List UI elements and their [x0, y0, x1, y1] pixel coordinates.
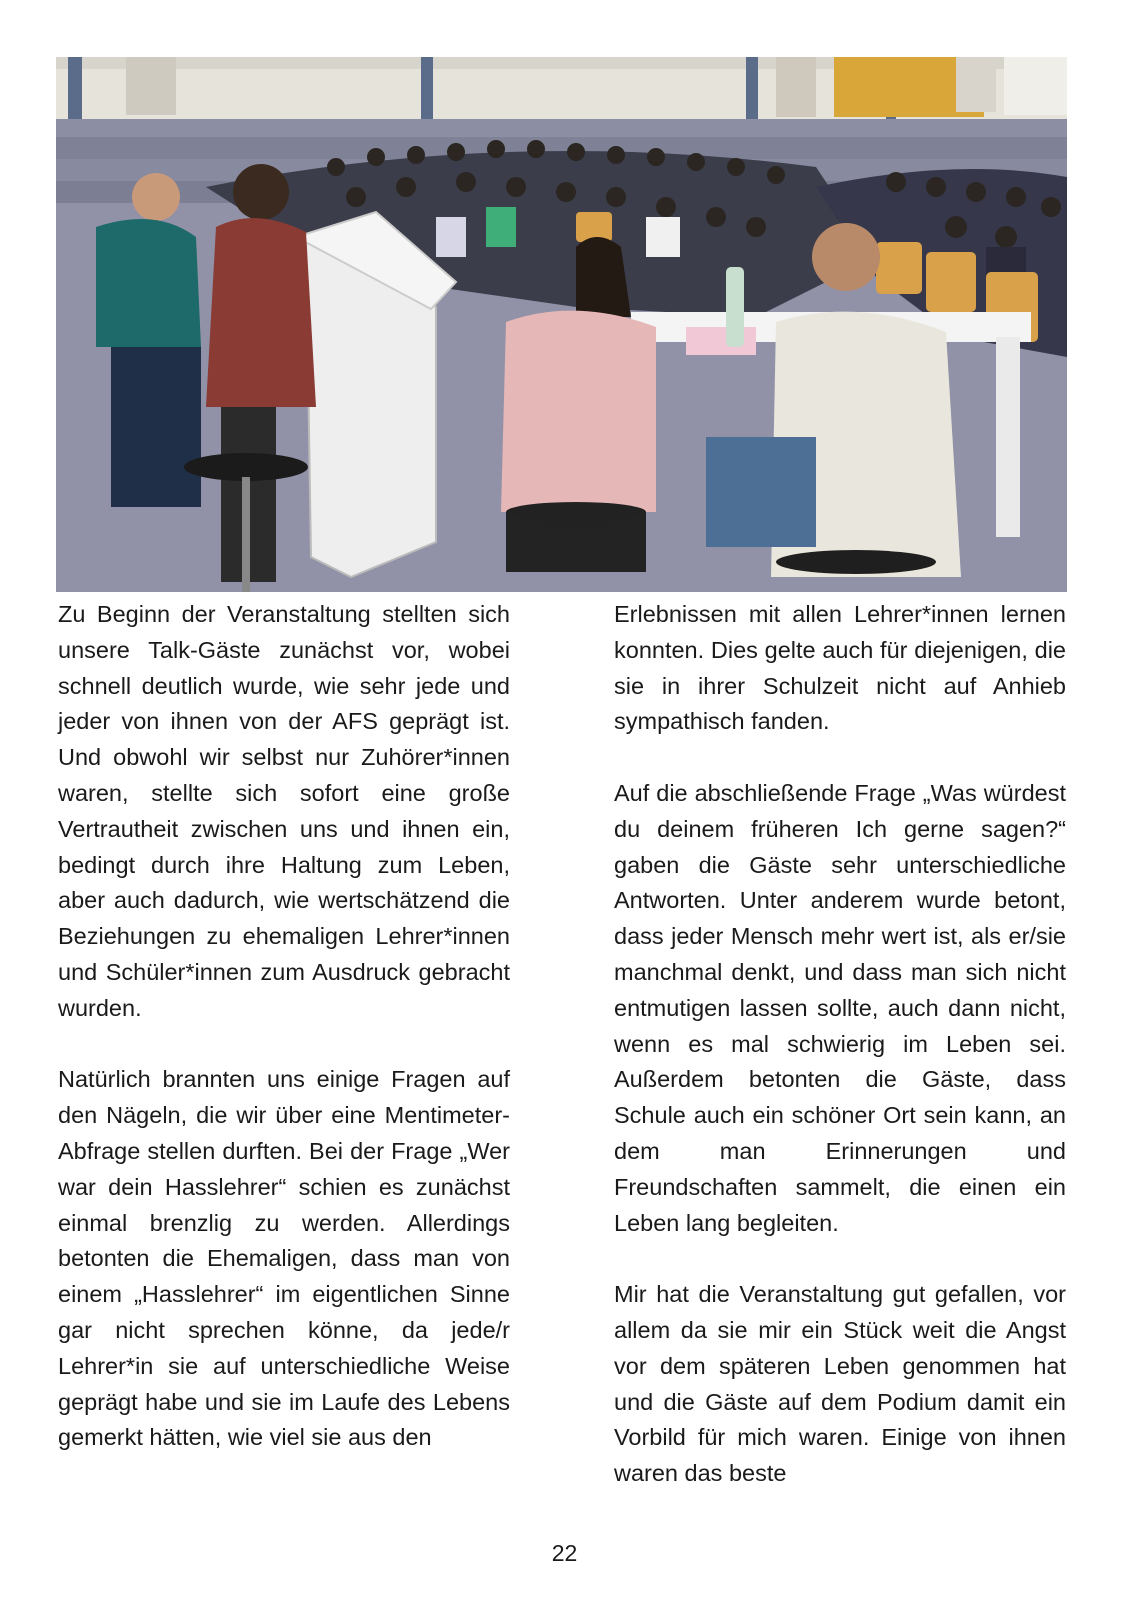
- paragraph: Erlebnissen mit allen Lehrer*innen lernen konnten. Dies gelte auch für diejenigen, die sie in ihrer Schulzeit nicht auf Anhieb sympathisch fanden.: [614, 601, 1066, 735]
- paragraph: Auf die abschließende Frage „Was würdest du deinem früheren Ich gerne sagen?“ gaben die Gäste sehr unterschiedliche Antworten. Unter anderem wurde betont, dass jeder Mensch mehr wert ist, als er/sie manchmal denkt, und dass man sich nicht entmutigen lassen sollte, auch dann nicht, wenn es mal schwierig im Leben sei. Außerdem betonten die Gäste, dass Schule auch ein schöner Ort sein kann, an dem man Erinnerungen und Freundschaften sammelt, die einen ein Leben lang begleiten.: [614, 779, 1066, 1236]
- left-text-column: [58, 597, 510, 1456]
- event-photo: [56, 57, 1067, 592]
- paragraph: Zu Beginn der Veranstaltung stellten sich unsere Talk-Gäste zunächst vor, wobei schnell deutlich wurde, wie sehr jede und jeder von ihnen von der AFS geprägt ist. Und obwohl wir selbst nur Zuhörer*innen waren, stellte sich sofort eine große Vertrautheit zwischen uns und ihnen ein, bedingt durch ihre Haltung zum Leben, aber auch dadurch, wie wertschätzend die Beziehungen zu ehemaligen Lehrer*innen und Schüler*innen zum Ausdruck gebracht wurden.: [58, 601, 510, 1021]
- paragraph: Mir hat die Veranstaltung gut gefallen, vor allem da sie mir ein Stück weit die Angst vor dem späteren Leben genommen hat und die Gäste auf dem Podium damit ein Vorbild für mich waren. Einige von ihnen waren das beste: [614, 1281, 1066, 1487]
- right-text-column: [614, 597, 1066, 1492]
- page-number: 22: [551, 1540, 578, 1566]
- paragraph: Natürlich brannten uns einige Fragen auf den Nägeln, die wir über eine Mentimeter-Abfrage stellen durften. Bei der Frage „Wer war dein Hasslehrer“ schien es zunächst einmal brenzlig zu werden. Allerdings betonten die Ehemaligen, dass man von einem „Hasslehrer“ im eigentlichen Sinne gar nicht sprechen könne, da jede/r Lehrer*in sie auf unterschiedliche Weise geprägt habe und sie im Laufe des Lebens gemerkt hätten, wie viel sie aus den: [58, 1066, 510, 1451]
